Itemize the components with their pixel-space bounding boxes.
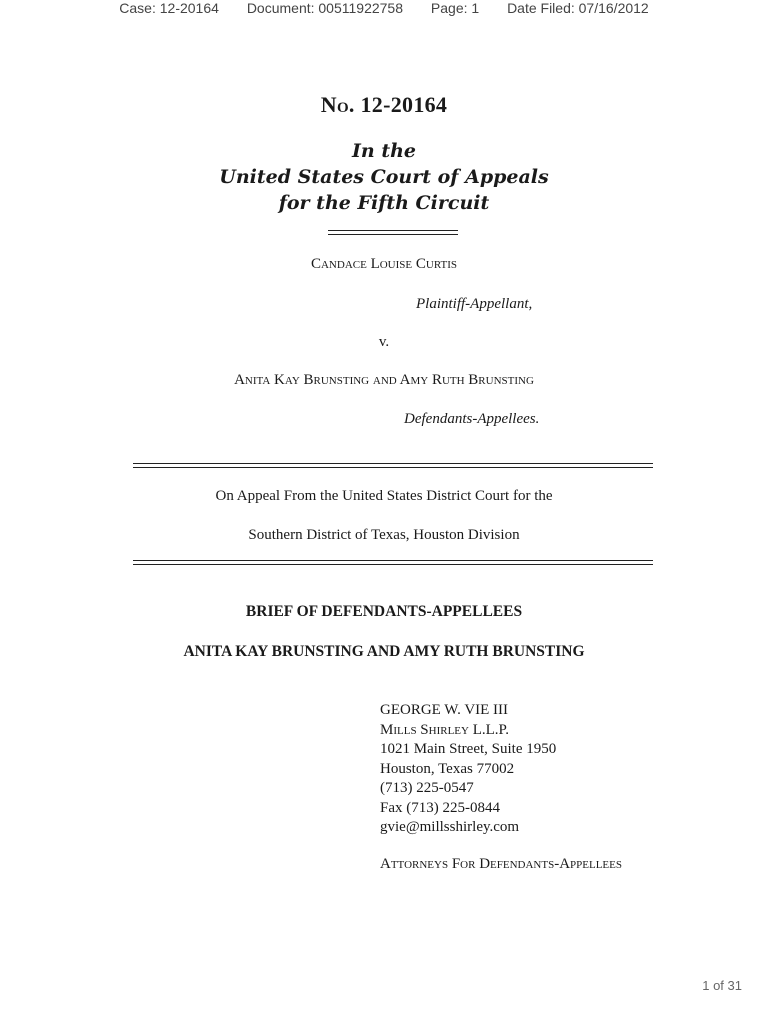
brief-title-line-2: ANITA KAY BRUNSTING AND AMY RUTH BRUNSTING <box>183 643 585 660</box>
caption-divider <box>328 230 458 235</box>
court-line-1: In the <box>352 140 416 162</box>
counsel-address-2: Houston, Texas 77002 <box>380 760 515 777</box>
case-number-header: Case: 12-20164 <box>119 0 219 16</box>
appellant-name: Candace Louise Curtis <box>310 256 457 272</box>
counsel-firm: Mills Shirley L.L.P. <box>380 721 509 738</box>
appeal-line-1: On Appeal From the United States District Court for the <box>215 488 553 504</box>
case-number: No. 12-20164 <box>320 92 448 117</box>
court-line-2: United States Court of Appeals <box>219 166 549 188</box>
appeal-top-rule <box>133 463 653 468</box>
counsel-block <box>380 701 556 838</box>
counsel-fax: Fax (713) 225-0844 <box>380 799 500 816</box>
counsel-designation: Attorneys For Defendants-Appellees <box>380 856 622 872</box>
date-filed-header: Date Filed: 07/16/2012 <box>507 0 649 16</box>
page-count: 1 of 31 <box>702 978 742 993</box>
counsel-name: GEORGE W. VIE III <box>380 702 509 718</box>
document-number-header: Document: 00511922758 <box>246 0 404 16</box>
appellees-role: Defendants-Appellees. <box>404 411 540 427</box>
appellant-role: Plaintiff-Appellant, <box>416 296 533 312</box>
page-number-header: Page: 1 <box>430 0 480 16</box>
filing-header <box>0 0 768 20</box>
court-line-3: for the Fifth Circuit <box>278 192 490 214</box>
counsel-email[interactable]: gvie@millsshirley.com <box>380 819 520 835</box>
brief-title-line-1: BRIEF OF DEFENDANTS-APPELLEES <box>245 603 523 620</box>
appeal-line-2: Southern District of Texas, Houston Division <box>248 527 520 543</box>
counsel-phone: (713) 225-0547 <box>380 780 474 796</box>
appeal-bottom-rule <box>133 560 653 565</box>
counsel-address-1: 1021 Main Street, Suite 1950 <box>380 741 557 757</box>
versus: v. <box>378 334 390 350</box>
appellees-names: Anita Kay Brunsting and Amy Ruth Brunsting <box>234 372 534 388</box>
